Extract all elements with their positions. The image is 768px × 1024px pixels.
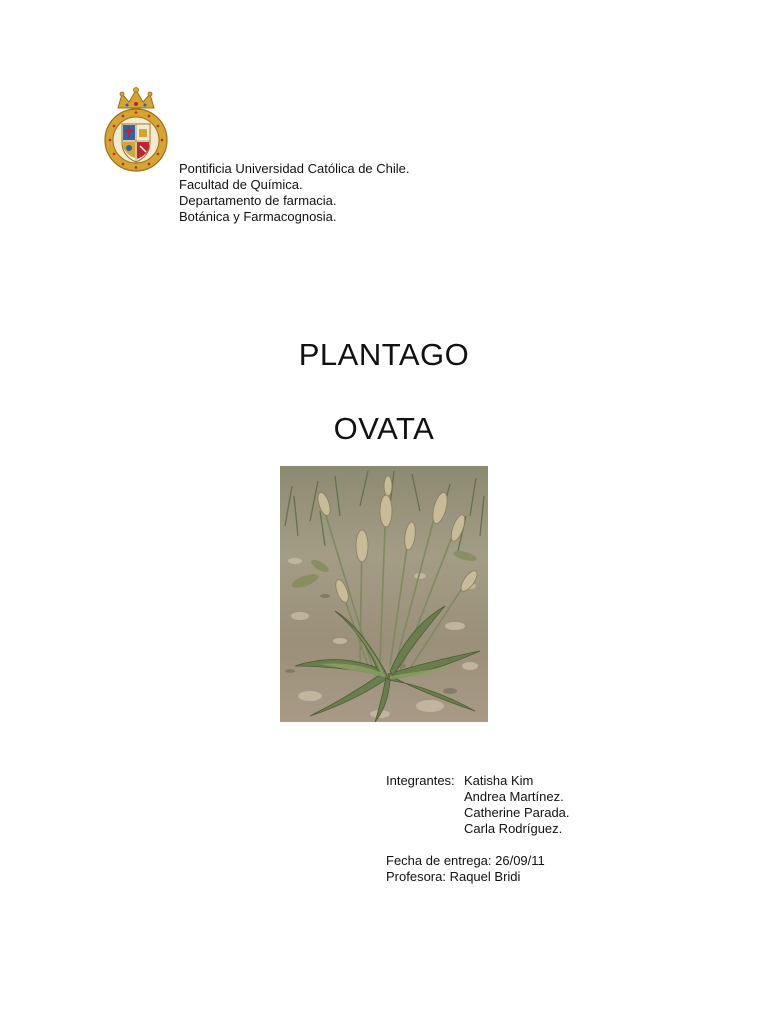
member-name: Katisha Kim xyxy=(464,773,534,788)
credits-block xyxy=(386,773,570,885)
title-line-1: PLANTAGO xyxy=(298,337,470,372)
member-row xyxy=(386,805,570,821)
institution-block xyxy=(179,161,410,225)
member-row xyxy=(386,821,570,837)
members-label-spacer xyxy=(386,805,464,821)
institution-faculty: Facultad de Química. xyxy=(179,177,303,192)
title-line-2: OVATA xyxy=(333,411,435,446)
spacer xyxy=(386,837,570,853)
member-name: Catherine Parada. xyxy=(464,805,570,820)
institution-university: Pontificia Universidad Católica de Chile. xyxy=(179,161,410,176)
professor-name: Profesora: Raquel Bridi xyxy=(386,869,521,884)
university-seal-icon xyxy=(102,86,170,178)
plant-photo-icon xyxy=(280,466,488,722)
institution-course: Botánica y Farmacognosia. xyxy=(179,209,337,224)
institution-department: Departamento de farmacia. xyxy=(179,193,337,208)
members-label-spacer xyxy=(386,821,464,837)
member-name: Carla Rodríguez. xyxy=(464,821,563,836)
member-name: Andrea Martínez. xyxy=(464,789,564,804)
delivery-date: Fecha de entrega: 26/09/11 xyxy=(386,853,545,868)
members-label: Integrantes: xyxy=(386,773,455,788)
members-label-spacer xyxy=(386,789,464,805)
member-row xyxy=(386,773,570,789)
member-row xyxy=(386,789,570,805)
